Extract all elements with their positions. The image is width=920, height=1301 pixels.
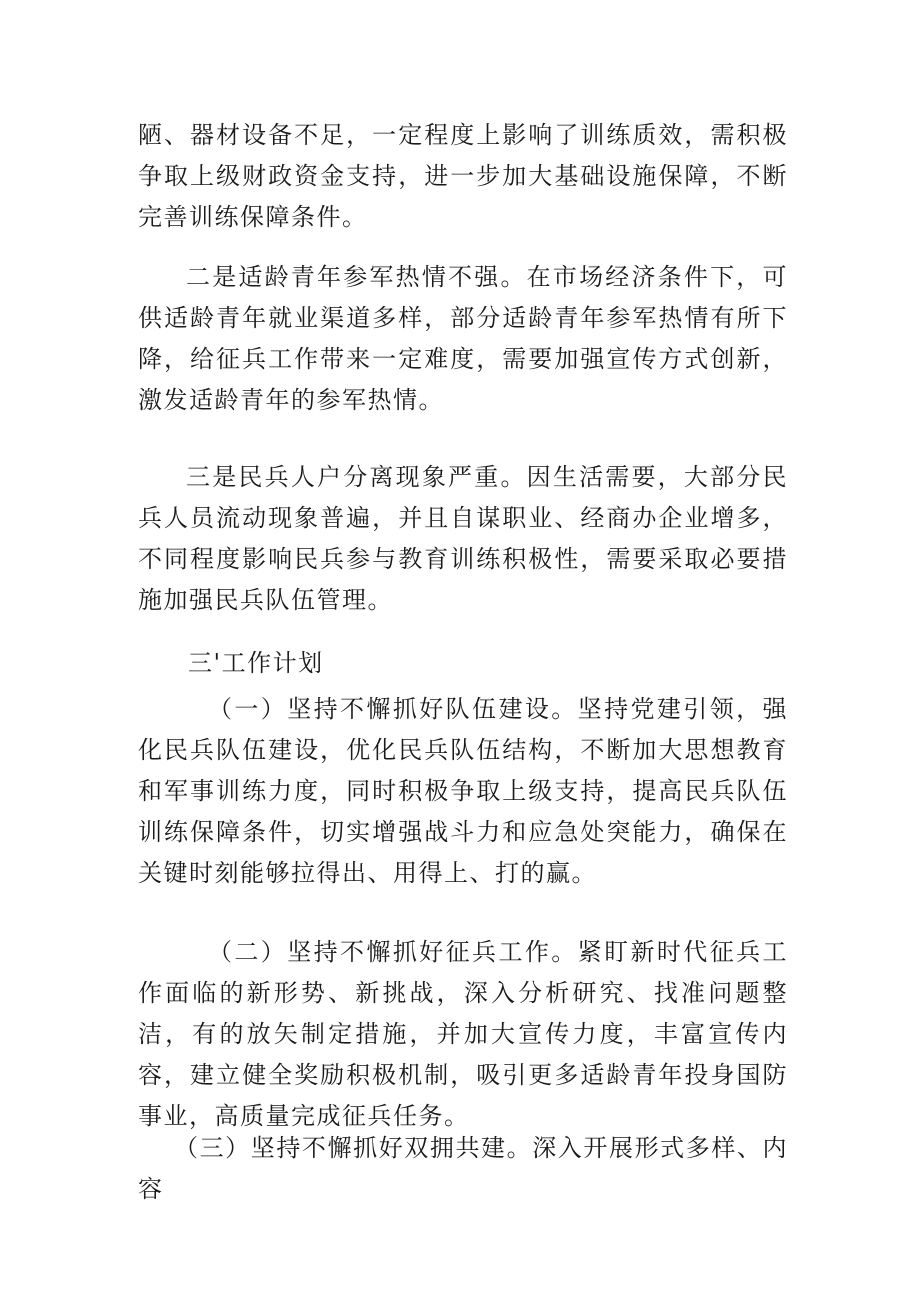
plan-item-team-building: （一）坚持不懈抓好队伍建设。坚持党建引领，强化民兵队伍建设，优化民兵队伍结构，不断加大思想教育和军事训练力度，同时积极争取上级支持，提高民兵队伍训练保障条件，切实增强战斗力和应急处突能力，确保在关键时刻能够拉得出、用得上、打的赢。 xyxy=(138,695,788,887)
paragraph-militia-separation: 三是民兵人户分离现象严重。因生活需要，大部分民兵人员流动现象普遍，并且自谋职业、经商办企业增多，不同程度影响民兵参与教育训练积极性，需要采取必要措施加强民兵队伍管理。 xyxy=(138,463,788,614)
section-heading-work-plan: 三'工作计划 xyxy=(188,649,324,677)
paragraph-recruitment-enthusiasm: 二是适龄青年参军热情不强。在市场经济条件下，可供适龄青年就业渠道多样，部分适龄青年参军热情有所下降，给征兵工作带来一定难度，需要加强宣传方式创新，激发适龄青年的参军热情。 xyxy=(138,263,788,414)
plan-item-conscription: （二）坚持不懈抓好征兵工作。紧盯新时代征兵工作面临的新形势、新挑战，深入分析研究、找准问题整洁，有的放矢制定措施，并加大宣传力度，丰富宣传内容，建立健全奖励积极机制，吸引更多适龄青年投身国防事业，高质量完成征兵任务。 xyxy=(138,938,788,1130)
paragraph-training-conditions: 陋、器材设备不足，一定程度上影响了训练质效，需积极争取上级财政资金支持，进一步加大基础设施保障，不断完善训练保障条件。 xyxy=(138,121,788,231)
plan-item-double-support: （三）坚持不懈抓好双拥共建。深入开展形式多样、内容 xyxy=(138,1134,788,1203)
